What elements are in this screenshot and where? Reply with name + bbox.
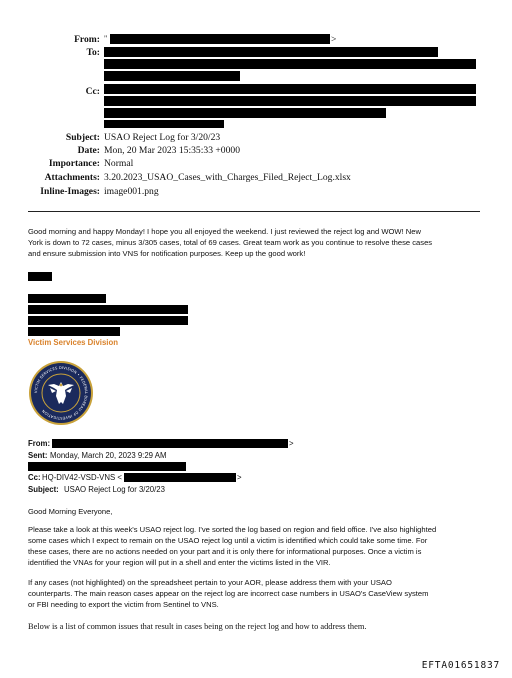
redaction-block [52,439,288,448]
redaction-block [110,34,330,44]
redaction-block [124,473,236,482]
division-name: Victim Services Division [28,338,118,347]
reply-line: Good morning and happy Monday! I hope you all enjoyed the weekend. I just reviewed the reject log and WOW! New [28,227,421,236]
redaction-block [104,120,224,128]
fwd-cc-label: Cc: [28,473,41,482]
fwd-subject-label: Subject: [28,485,59,494]
paragraph-line: these cases, there are no actions needed on your part and it is only there for informational purposes. Once a victim is [28,547,422,556]
redaction-block [28,294,106,303]
importance-label: Importance: [48,158,100,169]
date-value: Mon, 20 Mar 2023 15:35:33 +0000 [104,145,240,156]
redaction-block [104,47,438,57]
reply-line: and ensure submission into VNS for notification purposes. Keep up the good work! [28,249,306,258]
redaction-block [28,272,52,281]
attachment-link[interactable]: 3.20.2023_USAO_Cases_with_Charges_Filed_Reject_Log.xlsx [104,172,351,183]
paragraph-line: If any cases (not highlighted) on the spreadsheet pertain to your AOR, please address them with your USAO [28,578,392,587]
fwd-sent-value: Monday, March 20, 2023 9:29 AM [50,451,167,460]
closing-line: Below is a list of common issues that result in cases being on the reject log and how to address them. [28,622,367,631]
seal-ring-text: VICTIM SERVICES DIVISION • FEDERAL BUREAU OF INVESTIGATION [33,365,89,421]
redaction-block [104,71,240,81]
from-quote: " [104,34,108,43]
redaction-block [28,462,186,471]
subject-label: Subject: [65,132,100,143]
fwd-sent-label: Sent: [28,451,48,460]
header-divider [28,211,480,212]
bates-number: EFTA01651837 [421,660,500,671]
redaction-block [28,327,120,336]
inline-images-label: Inline-Images: [40,186,100,197]
attachments-label: Attachments: [44,172,100,183]
paragraph-line: Please take a look at this week's USAO reject log. I've sorted the log based on region and field office. I've also highlighted [28,525,437,534]
reply-line: York is down to 72 cases, minus 3/305 cases, total of 69 cases. Great team work as you continue to resolve these cases [28,238,433,247]
vsd-seal-icon [28,360,94,426]
vsd-seal [28,360,94,426]
paragraph-line: identified the VNAs for your region will put in a shell and enter the victims listed in the VIR. [28,558,331,567]
paragraph-line: or FBI needing to export the victim from Sentinel to VNS. [28,600,219,609]
redaction-block [28,316,188,325]
redaction-block [104,108,386,118]
to-label: To: [86,47,100,58]
paragraph-line: counterparts. The main reason cases appear on the reject log are incorrect case numbers in USAO's CaseView system [28,589,429,598]
importance-value: Normal [104,158,134,169]
paragraph-line: some cases which I expect to remain on the USAO reject log until a victim is identified which could take some time. For [28,536,428,545]
redaction-block [28,305,188,314]
redaction-block [104,96,476,106]
date-label: Date: [77,145,100,156]
from-suffix: > [331,34,337,45]
redaction-block [104,59,476,69]
fwd-subject-value: USAO Reject Log for 3/20/23 [64,485,165,494]
cc-label: Cc: [85,86,100,97]
greeting: Good Morning Everyone, [28,507,113,516]
fwd-from-label: From: [28,439,51,448]
subject-value: USAO Reject Log for 3/20/23 [104,132,221,143]
redaction-block [104,84,476,94]
fwd-from-suffix: > [289,439,294,448]
from-label: From: [74,34,100,45]
fwd-cc-value: HQ-DIV42-VSD-VNS < [42,473,122,482]
inline-images-value: image001.png [104,186,159,197]
fwd-cc-suffix: > [237,473,242,482]
